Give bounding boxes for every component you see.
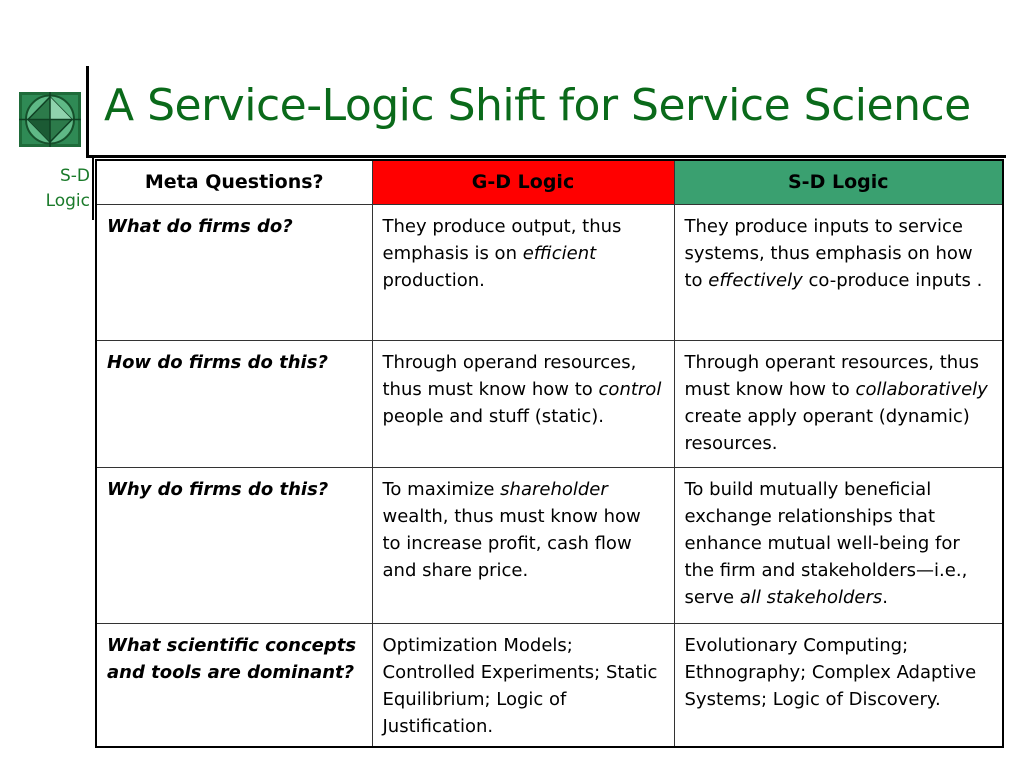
gd-cell: They produce output, thus emphasis is on efficient production.	[372, 204, 674, 340]
table-row	[96, 204, 1003, 340]
table-header-row	[96, 160, 1003, 204]
title-divider-vertical	[86, 66, 89, 157]
side-label-line1: S-D	[59, 166, 90, 186]
gd-cell: Optimization Models; Controlled Experiments; Static Equilibrium; Logic of Justification.	[372, 623, 674, 747]
sd-cell: Through operant resources, thus must know how to collaboratively create apply operant (dynamic) resources.	[674, 340, 1003, 467]
green-geometric-logo-icon	[19, 92, 81, 147]
emphasis-text: all stakeholders	[739, 586, 883, 608]
side-label-line2: Logic	[45, 191, 90, 211]
question-cell: What do firms do?	[96, 204, 372, 340]
question-cell: What scientific concepts and tools are dominant?	[96, 623, 372, 747]
side-divider-vertical	[92, 158, 94, 220]
gd-cell: To maximize shareholder wealth, thus must know how to increase profit, cash flow and share price.	[372, 467, 674, 623]
side-label	[34, 164, 90, 214]
comparison-table	[95, 159, 1004, 748]
gd-cell: Through operand resources, thus must know how to control people and stuff (static).	[372, 340, 674, 467]
header-meta-questions: Meta Questions?	[96, 160, 372, 204]
sd-cell: They produce inputs to service systems, thus emphasis on how to effectively co-produce inputs .	[674, 204, 1003, 340]
emphasis-text: shareholder	[500, 478, 608, 500]
sd-cell: To build mutually beneficial exchange relationships that enhance mutual well-being for the firm and stakeholders—i.e., serve all stakeholders.	[674, 467, 1003, 623]
table-row	[96, 340, 1003, 467]
slide-title: A Service-Logic Shift for Service Science	[104, 80, 971, 131]
header-sd-logic: S-D Logic	[674, 160, 1003, 204]
question-cell: How do firms do this?	[96, 340, 372, 467]
question-cell: Why do firms do this?	[96, 467, 372, 623]
emphasis-text: effectively	[708, 269, 803, 291]
emphasis-text: efficient	[522, 242, 597, 264]
title-divider-horizontal	[86, 155, 1006, 158]
table-row	[96, 467, 1003, 623]
table-row	[96, 623, 1003, 747]
header-gd-logic: G-D Logic	[372, 160, 674, 204]
emphasis-text: control	[598, 378, 662, 400]
emphasis-text: collaboratively	[855, 378, 988, 400]
sd-cell: Evolutionary Computing; Ethnography; Complex Adaptive Systems; Logic of Discovery.	[674, 623, 1003, 747]
